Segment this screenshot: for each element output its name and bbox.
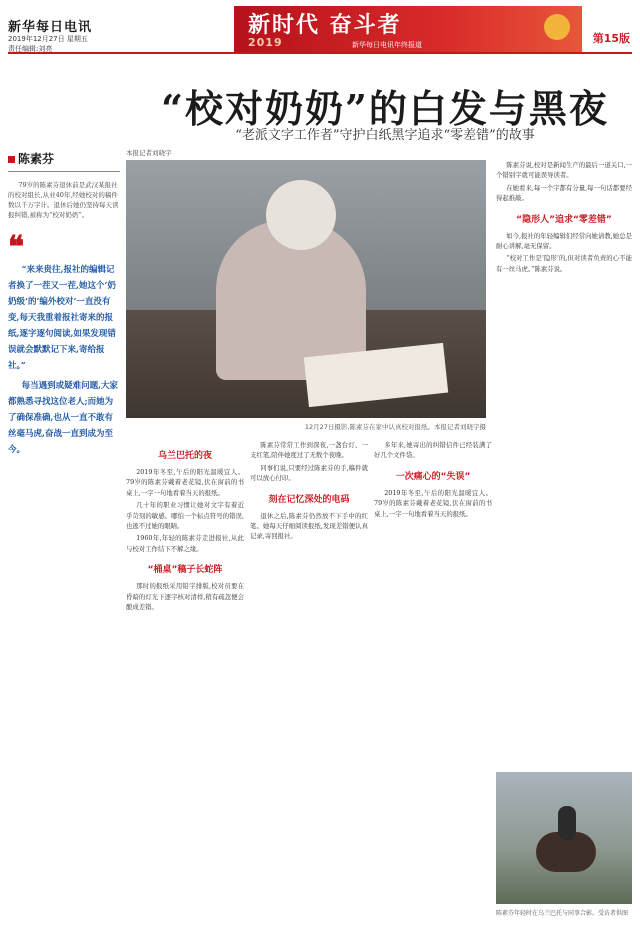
article-body [126,149,632,920]
pull-quote-2: 每当遇到或疑难问题,大家都熟悉寻找这位老人;而她为了确保准确,也从一直不敢有丝毫马虎,奋战一直到成为至今。 [8,381,119,455]
pull-quote-1: “来来贵往,报社的编辑记者换了一茬又一茬,她这个‘奶奶级’的‘编外校对’一直没有变,每天我重着报社寄来的报纸,逐字逐句阅读,如果发现错误就会默默记下来,寄给报社。” [8,265,116,371]
paragraph: “校对工作是‘隐形’的,但对读者负责的心不能有一丝马虎。”陈素芬说。 [496,254,632,273]
paper-name: 新华每日电讯 [8,20,93,35]
paragraph: 如今,报社的年轻编辑们经常向她请教,她总是耐心讲解,毫无保留。 [496,231,632,251]
masthead [8,6,632,54]
paper-editor: 责任编辑:刘亮 [8,45,53,53]
paragraph: 2019年冬至,午后的阳光温暖宜人。79岁的陈素芬戴着老花镜,伏在窗前的书桌上,一字一句地看着当天的报纸。 [126,468,244,497]
paragraph: 几十年的职业习惯让她对文字有着近乎苛刻的敏感。哪怕一个标点符号的错误,也逃不过她的眼睛。 [126,501,244,531]
author-name: 陈素芬 [18,152,55,166]
banner-title: 新时代 奋斗者 [248,12,402,38]
page-number: 第15版 [592,32,630,45]
photo-caption: 12月27日摄影,陈素芬在家中认真校对报纸。本报记者刘晓宇摄 [304,423,486,431]
section-heading: “桶桌”稿子长蛇阵 [147,565,223,576]
paragraph: 退休之后,陈素芬仍然放不下手中的红笔。她每天仔细阅读报纸,发现差错便认真记录,寄回报社。 [250,511,368,541]
square-bullet-icon [8,156,15,163]
paragraph: 多年来,她寄出的纠错信件已经装满了好几个文件袋。 [374,441,492,460]
section-heading: 乌兰巴托的夜 [157,451,212,461]
paragraph: 2019年冬至,午后的阳光温暖宜人。79岁的陈素芬戴着老花镜,伏在窗前的书桌上,一字一句地看着当天的报纸。 [374,488,492,518]
intro-text: 79岁的陈素芬退休前是武汉某报社的校对组长,从业40年,经她校对的稿件数以千万字计。退休后她仍坚持每天读报纠错,被称为“校对奶奶”。 [8,181,119,219]
paragraph: 陈素芬常常工作到深夜,一盏台灯、一支红笔,陪伴她度过了无数个夜晚。 [250,441,368,460]
subhead: “老派文字工作者”守护白纸黑字追求“零差错”的故事 [235,128,535,143]
section-banner [234,6,582,52]
paper-date: 2019年12月27日 星期五 [8,35,88,43]
pull-quote [8,262,120,458]
secondary-photo [496,772,632,904]
paragraph: 陈素芬说,校对是新闻生产的最后一道关口,一个错别字就可能误导读者。 [496,161,632,180]
text-column-3 [374,440,492,521]
section-heading: 一次痛心的“失误” [395,471,471,482]
text-column-2 [250,440,368,544]
main-photo [126,160,486,418]
section-heading: “隐形人”追求“零差错” [516,214,612,225]
headline: “校对奶奶”的白发与黑夜 [161,86,609,131]
author-tag [8,150,120,172]
byline: 本报记者刘晓宇 [126,149,172,157]
paragraph: 那时的报纸采用铅字排版,校对员要在昏暗的灯光下逐字核对清样,稍有疏忽便会酿成差错。 [126,582,244,612]
sidebar-column [8,150,120,820]
section-heading: 刻在记忆深处的电码 [268,494,350,505]
paragraph: 1960年,年轻的陈素芬走进报社,从此与校对工作结下不解之缘。 [126,534,244,553]
text-column-1 [126,440,244,614]
banner-year: 2019 [248,36,283,49]
paragraph: 同事们说,只要经过陈素芬的手,稿件就可以放心付印。 [250,463,368,483]
paragraph: 在她看来,每一个字都有分量,每一句话都要经得起推敲。 [496,183,632,203]
banner-emblem-icon [544,14,570,40]
secondary-photo-caption: 陈素芬年轻时在乌兰巴托与同事合影。受访者供图 [496,910,629,917]
quote-mark-icon: ❝ [8,230,25,265]
banner-subtitle: 新华每日电讯年终报道 [352,41,422,49]
